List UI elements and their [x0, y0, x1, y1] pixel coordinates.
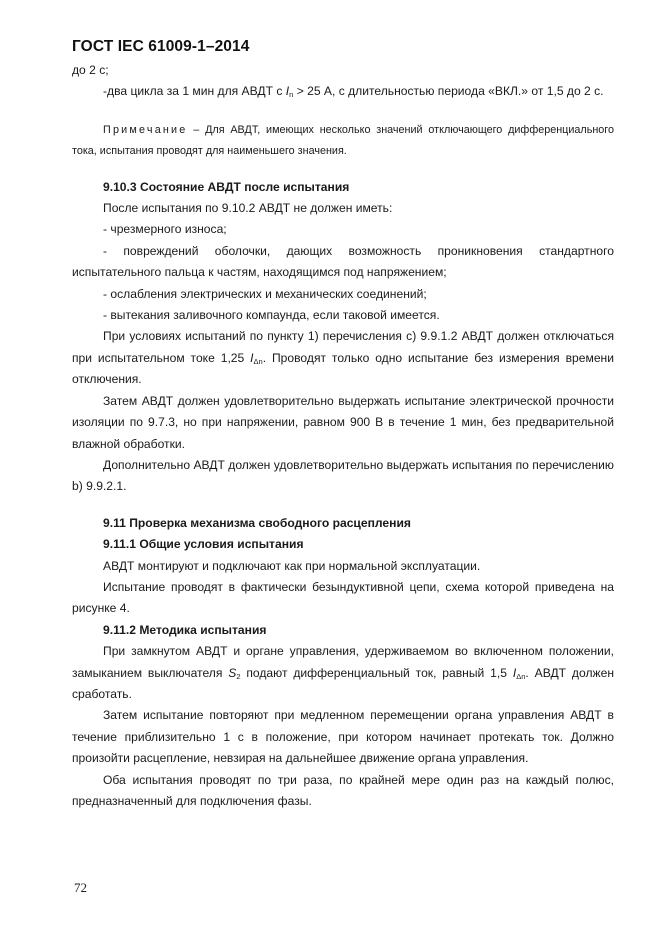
- list-item: - ослабления электрических и механических соединений;: [103, 286, 427, 301]
- section-heading-9-11: 9.11 Проверка механизма свободного расцепления: [103, 515, 411, 530]
- page-content: [72, 60, 614, 812]
- list-item: - повреждений оболочки, дающих возможность проникновения стандартного испытательного пальца к частям, находящимся под напряжением;: [72, 243, 614, 280]
- paragraph-repeat: Затем испытание повторяют при медленном перемещении органа управления АВДТ в течение приблизительно 1 с в положение, при котором начинает протекать ток. Должно произойти расцепление, невзирая на дальнейшее движение органа управления.: [72, 708, 614, 766]
- paragraph-two-cycles: [72, 81, 614, 102]
- paragraph-intro: После испытания по 9.10.2 АВДТ не должен иметь:: [103, 201, 393, 216]
- symbol-i: I: [285, 84, 290, 99]
- subscript-2: 2: [236, 671, 241, 681]
- page-number: 72: [74, 880, 87, 895]
- subscript-delta-n: Δn: [516, 671, 526, 681]
- standard-header: ГОСТ IEC 61009-1–2014: [72, 38, 250, 55]
- text-run: . Проводят только одно испытание без измерения времени отключения.: [72, 350, 614, 387]
- section-heading-9-10-3: 9.10.3 Состояние АВДТ после испытания: [103, 179, 350, 194]
- note-paragraph: [72, 120, 614, 163]
- spacer: [72, 103, 614, 120]
- subscript-n: n: [289, 90, 294, 100]
- text-run: -два цикла за 1 мин для АВДТ с: [103, 84, 286, 99]
- symbol-s: S: [228, 665, 237, 680]
- symbol-i: I: [512, 665, 517, 680]
- paragraph-method: [72, 641, 614, 705]
- text-run: При замкнутом АВДТ и органе управления, удерживаемом во включенном положении, замыканием выключателя: [72, 644, 614, 680]
- list-item: - чрезмерного износа;: [103, 222, 227, 237]
- note-label: Примечание: [103, 123, 188, 136]
- paragraph-circuit: Испытание проводят в фактически безындуктивной цепи, схема которой приведена на рисунке 4.: [72, 579, 614, 616]
- text-run: > 25 А, с длительностью периода «ВКЛ.» от 1,5 до 2 с.: [293, 84, 604, 99]
- paragraph-three-times: Оба испытания проводят по три раза, по крайней мере один раз на каждый полюс, предназначенный для подключения фазы.: [72, 772, 614, 808]
- note-text: – Для АВДТ, имеющих несколько значений отключающего дифференциального тока, испытания проводят для наименьшего значения.: [72, 123, 614, 158]
- section-heading-9-11-2: 9.11.2 Методика испытания: [103, 622, 267, 637]
- section-heading-9-11-1: 9.11.1 Общие условия испытания: [103, 537, 304, 552]
- paragraph-additional: Дополнительно АВДТ должен удовлетворительно выдержать испытания по перечислению b) 9.9.2.1.: [72, 457, 614, 494]
- paragraph-mounting: АВДТ монтируют и подключают как при нормальной эксплуатации.: [103, 558, 481, 573]
- paragraph-continuation: до 2 с;: [72, 63, 109, 77]
- text-run: При условиях испытаний по пункту 1) перечисления с) 9.9.1.2 АВДТ должен отключаться при испытательном токе 1,25: [72, 329, 614, 365]
- symbol-i: I: [250, 350, 254, 365]
- subscript-delta-n: Δn: [253, 356, 263, 366]
- spacer: [72, 498, 614, 513]
- paragraph-test-conditions: [72, 326, 614, 390]
- list-item: - вытекания заливочного компаунда, если таковой имеется.: [103, 308, 440, 323]
- paragraph-dielectric: Затем АВДТ должен удовлетворительно выдержать испытание электрической прочности изоляции по 9.7.3, но при напряжении, равном 900 В в течение 1 мин, без предварительной влажной обработки.: [72, 393, 614, 451]
- spacer: [72, 163, 614, 177]
- text-run: подают дифференциальный ток, равный 1,5: [240, 665, 513, 680]
- text-run: . АВДТ должен сработать.: [72, 665, 614, 701]
